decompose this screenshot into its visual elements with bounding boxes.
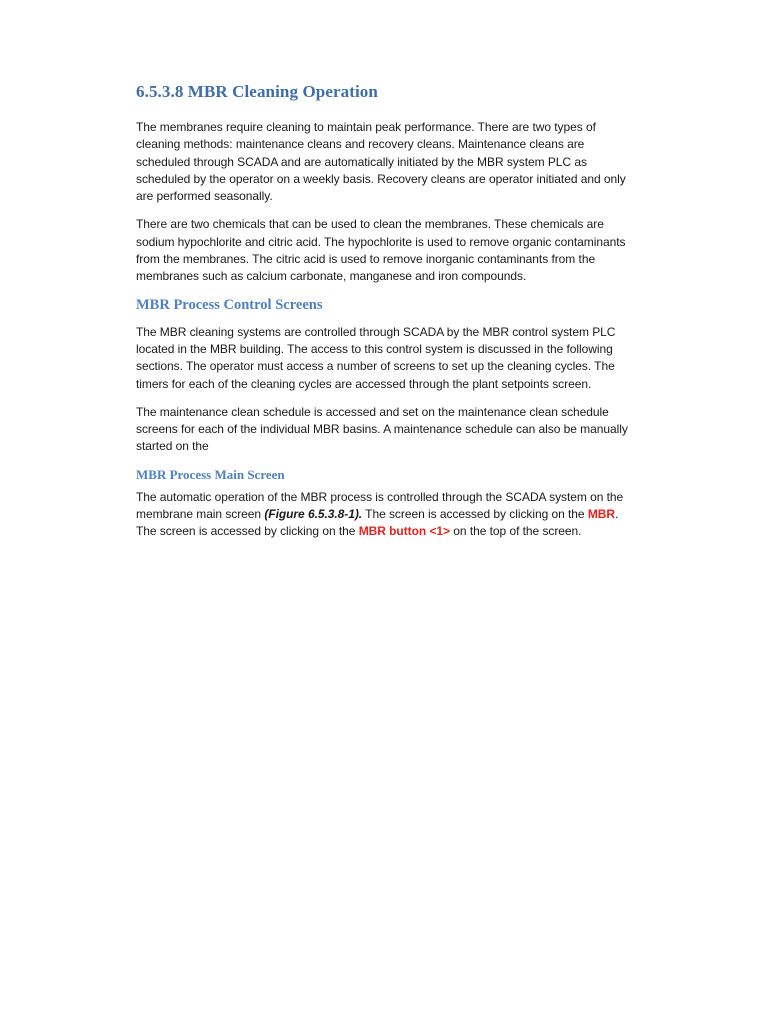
paragraph-cleaning-types: The membranes require cleaning to maintain peak performance. There are two types of cleaning methods: maintenance cleans and recovery cleans. Maintenance cleans are scheduled through SCADA and are automatically initiated by the MBR system PLC as scheduled by the operator on a weekly basis. Recovery cleans are operator initiated and only are performed seasonally. — [136, 120, 626, 204]
section-title: 6.5.3.8 MBR Cleaning Operation — [136, 82, 378, 101]
figure-reference: (Figure 6.5.3.8-1). — [264, 507, 363, 522]
mbr-highlight: MBR — [587, 507, 616, 522]
paragraph-maintenance-schedule: The maintenance clean schedule is accessed and set on the maintenance clean schedule screens for each of the individual MBR basins. A maintenance schedule can also be manually started on the — [136, 404, 628, 454]
heading-process-control-screens: MBR Process Control Screens — [136, 296, 323, 313]
text-segment: The automatic operation of the MBR process is controlled through the SCADA system on the membrane main screen — [136, 489, 624, 522]
paragraph-control-systems: The MBR cleaning systems are controlled through SCADA by the MBR control system PLC located in the MBR building. The access to this control system is discussed in the following sections. The operator must access a number of screens to set up the cleaning cycles. The timers for each of the cleaning cycles are accessed through the plant setpoints screen. — [136, 324, 616, 391]
paragraph-chemicals: There are two chemicals that can be used to clean the membranes. These chemicals are sodium hypochlorite and citric acid. The hypochlorite is used to remove organic contaminants from the membranes. The citric acid is used to remove inorganic contaminants from the membranes such as calcium carbonate, manganese and iron compounds. — [136, 217, 626, 284]
text-segment: The screen is accessed by clicking on the — [362, 507, 588, 522]
document-page — [136, 76, 636, 552]
mbr-button-reference: MBR button <1> — [358, 524, 450, 539]
text-segment: . The screen is accessed by clicking on the — [136, 507, 619, 539]
paragraph-main-screen — [136, 489, 636, 541]
text-segment: on the top of the screen. — [450, 524, 582, 539]
heading-process-main-screen: MBR Process Main Screen — [136, 466, 285, 482]
